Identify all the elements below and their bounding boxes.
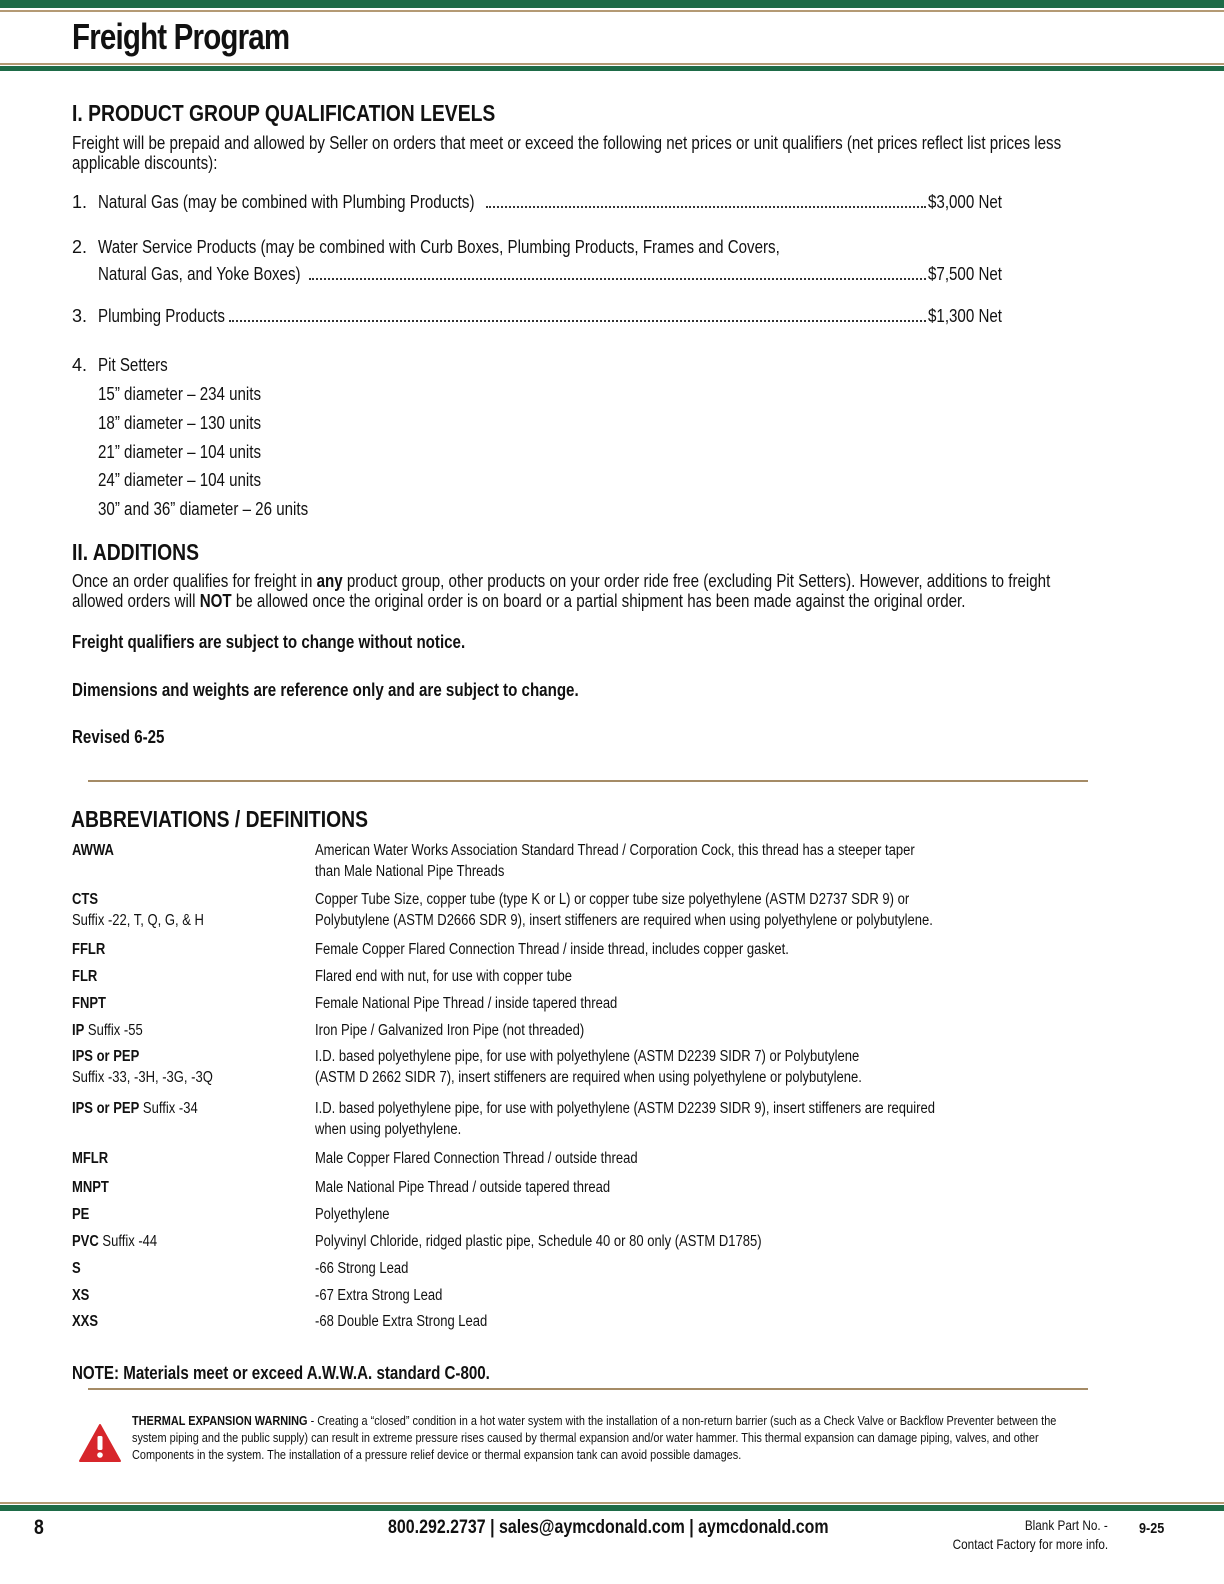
footer-revision-code: 9-25 [1139, 1520, 1165, 1537]
page-title: Freight Program [72, 16, 290, 57]
list-value: $3,000 Net [928, 192, 1002, 212]
pit-setter-item: 24” diameter – 104 units [98, 470, 262, 490]
section-heading-abbreviations: ABBREVIATIONS / DEFINITIONS [71, 806, 368, 832]
list-item-water-service-line2 [72, 264, 1004, 286]
definition-term: XS [72, 1287, 90, 1304]
definition-term: FLR [72, 968, 98, 985]
definition-description: Copper Tube Size, copper tube (type K or L) or copper tube size polyethylene (ASTM D2737 SDR 9) or Polybutylene (ASTM D2666 SDR 9), insert stiffeners are required when using polyethylene or polybutylene. [315, 891, 933, 929]
definition-description: I.D. based polyethylene pipe, for use with polyethylene (ASTM D2239 SIDR 7) or Polybutylene (ASTM D 2662 SIDR 7), insert stiffeners are required when using polyethylene or polybutylene. [315, 1048, 862, 1086]
dot-leader [229, 308, 926, 322]
section-divider [88, 1388, 1088, 1390]
definition-term: IPS or PEP Suffix -33, -3H, -3G, -3Q [72, 1048, 213, 1086]
list-item-plumbing [72, 306, 1004, 328]
list-value: $1,300 Net [928, 306, 1002, 326]
pit-setter-item: 21” diameter – 104 units [98, 442, 262, 462]
list-label: Natural Gas (may be combined with Plumbing Products) [98, 192, 475, 212]
warning-triangle-icon [78, 1423, 122, 1463]
additions-paragraph: Once an order qualifies for freight in any product group, other products on your order ride free (excluding Pit Setters). However, additions to freight allowed orders will NOT be allowed once the original order is on board or a partial shipment has been made against the original order. [72, 571, 1051, 611]
definition-term: MFLR [72, 1150, 109, 1167]
definition-description: Polyethylene [315, 1206, 390, 1223]
footer-green-band [0, 1505, 1224, 1511]
definition-description: -68 Double Extra Strong Lead [315, 1313, 488, 1330]
definition-description: Iron Pipe / Galvanized Iron Pipe (not threaded) [315, 1022, 585, 1039]
definition-description: Male National Pipe Thread / outside tapered thread [315, 1179, 611, 1196]
definition-description: I.D. based polyethylene pipe, for use with polyethylene (ASTM D2239 SIDR 9), insert stiffeners are required when using polyethylene. [315, 1100, 935, 1138]
section-heading-qualification: I. PRODUCT GROUP QUALIFICATION LEVELS [72, 100, 496, 126]
header-green-rule-bottom [0, 66, 1224, 71]
header-tan-rule-bottom [0, 63, 1224, 65]
definition-description: Flared end with nut, for use with copper tube [315, 968, 572, 985]
revised-note: Revised 6-25 [72, 727, 165, 747]
definition-term: S [72, 1260, 81, 1277]
list-label: Natural Gas, and Yoke Boxes) [98, 264, 301, 284]
list-item-pit-setters [72, 355, 1004, 377]
footer-tan-rule [0, 1502, 1224, 1504]
list-label: Plumbing Products [98, 306, 225, 326]
list-item-water-service [72, 237, 1004, 259]
definition-description: American Water Works Association Standard Thread / Corporation Cock, this thread has a steeper taper than Male National Pipe Threads [315, 842, 915, 880]
dimensions-note: Dimensions and weights are reference only and are subject to change. [72, 680, 579, 700]
list-value: $7,500 Net [928, 264, 1002, 284]
definition-term: PVC Suffix -44 [72, 1233, 158, 1250]
definition-term: IP Suffix -55 [72, 1022, 143, 1039]
definition-term: FFLR [72, 941, 106, 958]
definition-term: IPS or PEP Suffix -34 [72, 1100, 198, 1117]
thermal-expansion-warning: THERMAL EXPANSION WARNING - Creating a “closed” condition in a hot water system with the installation of a non-return barrier (such as a Check Valve or Backflow Preventer between the system piping and the public supply) can result in extreme pressure rises caused by thermal expansion and/or water hammer. This thermal expansion can damage piping, valves, and other Components in the system. The installation of a pressure relief device or thermal expansion tank can avoid possible damages. [132, 1413, 1057, 1462]
pit-setter-item: 15” diameter – 234 units [98, 384, 262, 404]
pit-setter-item: 30” and 36” diameter – 26 units [98, 499, 309, 519]
dot-leader [309, 266, 926, 280]
list-number: 2. [72, 237, 88, 257]
dot-leader [486, 194, 926, 208]
footer-blank-part: Blank Part No. - Contact Factory for more info. [952, 1517, 1108, 1552]
list-label: Water Service Products (may be combined with Curb Boxes, Plumbing Products, Frames and Covers, [98, 237, 780, 257]
header-green-band [0, 0, 1224, 8]
section-intro: Freight will be prepaid and allowed by Seller on orders that meet or exceed the following net prices or unit qualifiers (net prices reflect list prices less applicable discounts): [72, 133, 1062, 173]
definition-description: Female Copper Flared Connection Thread / inside thread, includes copper gasket. [315, 941, 789, 958]
list-number: 1. [72, 192, 88, 212]
list-item-natural-gas [72, 192, 1004, 214]
footer-contact: 800.292.2737 | sales@aymcdonald.com | aymcdonald.com [388, 1517, 829, 1538]
definition-term: CTS Suffix -22, T, Q, G, & H [72, 891, 204, 929]
header-tan-rule [0, 10, 1224, 12]
page-number: 8 [34, 1516, 44, 1539]
pit-setter-item: 18” diameter – 130 units [98, 413, 262, 433]
list-label: Pit Setters [98, 355, 168, 375]
section-divider [88, 780, 1088, 782]
definition-description: -66 Strong Lead [315, 1260, 409, 1277]
definition-term: FNPT [72, 995, 106, 1012]
materials-note: NOTE: Materials meet or exceed A.W.W.A. standard C-800. [72, 1363, 490, 1383]
definition-description: Polyvinyl Chloride, ridged plastic pipe, Schedule 40 or 80 only (ASTM D1785) [315, 1233, 762, 1250]
definition-term: XXS [72, 1313, 99, 1330]
definition-description: Female National Pipe Thread / inside tapered thread [315, 995, 618, 1012]
definition-description: Male Copper Flared Connection Thread / outside thread [315, 1150, 638, 1167]
definition-description: -67 Extra Strong Lead [315, 1287, 443, 1304]
freight-note: Freight qualifiers are subject to change without notice. [72, 632, 466, 652]
definition-term: AWWA [72, 842, 114, 859]
definition-term: MNPT [72, 1179, 109, 1196]
section-heading-additions: II. ADDITIONS [72, 539, 200, 565]
list-number: 4. [72, 355, 88, 375]
list-number: 3. [72, 306, 88, 326]
definition-term: PE [72, 1206, 90, 1223]
